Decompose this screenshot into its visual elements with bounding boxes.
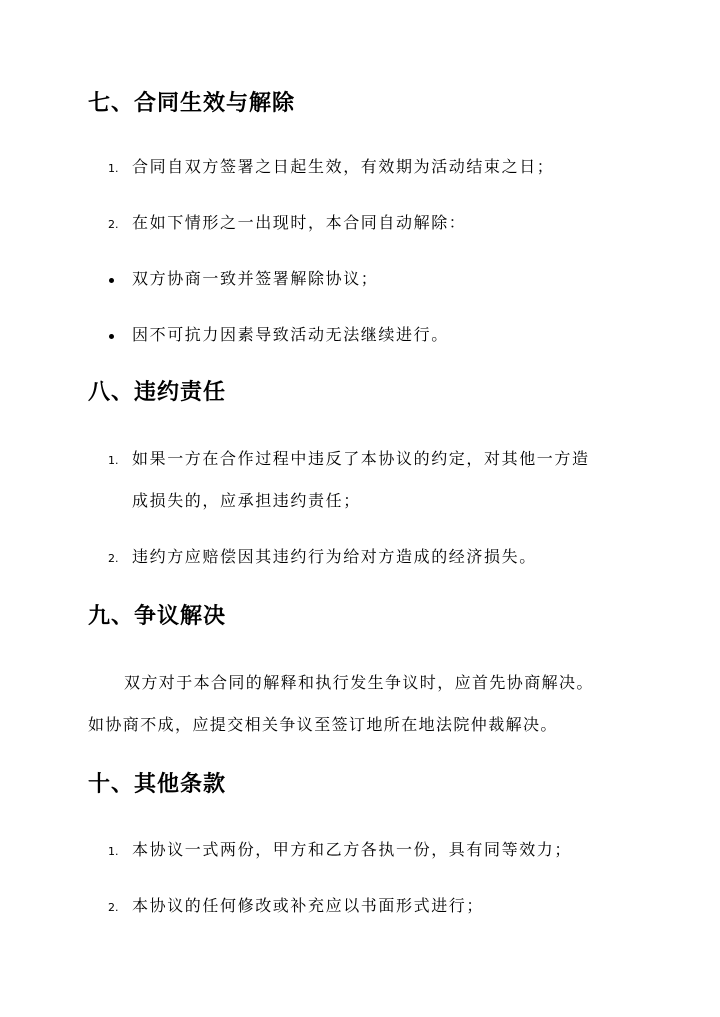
section-heading-9: 九、争议解决 [88, 604, 227, 629]
list-item-text: 违约方应赔偿因其违约行为给对方造成的经济损失。 [132, 547, 537, 566]
bullet-marker [109, 278, 114, 283]
list-item-text: 因不可抗力因素导致活动无法继续进行。 [132, 325, 449, 344]
list-item-text: 本协议的任何修改或补充应以书面形式进行； [132, 896, 485, 915]
list-item-text: 本协议一式两份，甲方和乙方各执一份，具有同等效力； [132, 840, 573, 859]
list-number: 2. [108, 218, 119, 231]
list-number: 1. [108, 845, 119, 858]
list-number: 1. [108, 162, 119, 175]
list-item-text: 合同自双方签署之日起生效，有效期为活动结束之日； [132, 157, 555, 176]
list-number: 2. [108, 901, 119, 914]
list-number: 2. [108, 552, 119, 565]
list-item-continuation: 成损失的，应承担违约责任； [132, 491, 361, 510]
list-item-text: 如果一方在合作过程中违反了本协议的约定，对其他一方造 [132, 449, 590, 468]
list-item-text: 双方协商一致并签署解除协议； [132, 269, 379, 288]
section-heading-7: 七、合同生效与解除 [88, 91, 296, 116]
bullet-marker [109, 334, 114, 339]
paragraph-line: 如协商不成，应提交相关争议至签订地所在地法院仲裁解决。 [88, 715, 558, 734]
list-item-text: 在如下情形之一出现时，本合同自动解除： [132, 213, 467, 232]
list-number: 1. [108, 454, 119, 467]
section-heading-10: 十、其他条款 [88, 772, 227, 797]
section-heading-8: 八、违约责任 [88, 380, 227, 405]
paragraph-line: 双方对于本合同的解释和执行发生争议时，应首先协商解决。 [124, 673, 594, 692]
